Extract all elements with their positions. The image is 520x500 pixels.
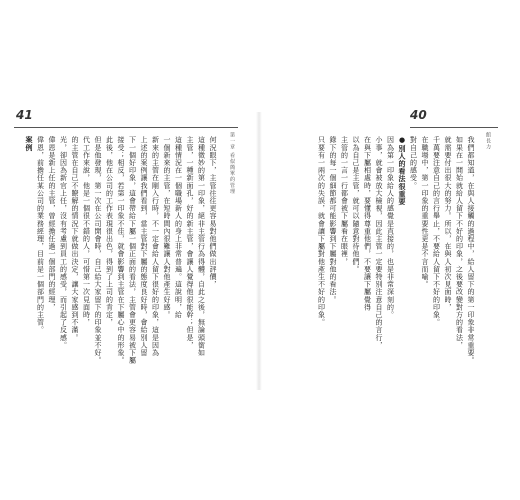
text-line: 這種微妙的第一印象，絕非主管行為得體，自此之後，無論頭銜如: [197, 136, 206, 357]
text-line: 新來的主管在剛入行時，不一定會給人留下很好的印象，這是因為: [151, 136, 160, 357]
running-header: 館長力: [485, 132, 491, 150]
header-rule: [410, 127, 498, 128]
text-line: 下一個好印象，這會帶給下屬一個正面的看法，主管會更容易被下屬: [128, 136, 137, 364]
book-gutter: [256, 112, 262, 390]
text-line: 此後，他在公司的工作表現很出色，得到了上司的肯定，: [105, 136, 114, 326]
page-number: 40: [410, 108, 427, 122]
page-body: [22, 136, 218, 384]
running-header: 第一章 看似簡單的管理: [229, 132, 235, 195]
text-line: 偉恩是新上任的主管，曾經擔任過一個部門的經理，: [48, 136, 56, 311]
text-line: 就需要付出很大的努力。所以，在與人初次見面時，: [444, 136, 452, 311]
text-line: 何況眼下，主管往往更容易對他們做出評價，: [209, 136, 217, 288]
text-line: 小事，就會被放大檢視，因此主管一定要特別注意自己的言行，: [375, 136, 383, 349]
text-line: 的主管在自己不瞭解的情況下就做出決定，讓大家感到不滿。: [71, 136, 79, 342]
text-line: 千萬要注意自己的言行舉止，不要給人留下不好的印象。: [432, 136, 441, 326]
right-page: [264, 108, 508, 390]
text-line: 因為第一印象給人的感覺是直接的，也是非常深刻的。: [386, 136, 395, 319]
text-line: 主管的一言一行都會被下屬看在眼裡，: [340, 136, 349, 266]
text-line: 在職場中，第一印象的重要性更是不言而喻。: [421, 136, 429, 288]
text-line: 如果在一開始就給人留下不好的印象，之後要改變對方的看法，: [455, 136, 464, 349]
text-line: 以為自己是主管，就可以隨意對待他們。: [352, 136, 360, 273]
text-line: 對自己的感受。: [409, 136, 418, 190]
text-line: 光，卻因為新官上任，沒有考慮到員工的感受，而引起了反感。: [59, 136, 68, 349]
text-line: 一個新來的主管，在短時間內很難讓人對他產生好感。: [163, 136, 171, 319]
text-line: 在與下屬相處時，要懂得尊重他們，不要讓下屬覺得: [363, 136, 372, 311]
text-line: 上述的案例讓我們看到，當主管對下屬的態度良好時，會給別人留: [140, 136, 148, 357]
text-line: 這種情況在一個職場新人的身上非常普遍。這說明，給: [174, 136, 183, 319]
text-line: 只要有一兩次的失誤，就會讓下屬對他產生不好的印象。: [317, 136, 326, 326]
page-body: [272, 136, 476, 384]
text-line: 我們都知道，在與人接觸的過程中，給人留下的第一印象非常重要。: [467, 136, 475, 364]
header-rule: [14, 127, 238, 128]
page-number: 41: [16, 108, 33, 122]
text-line: 錄下的每一個細節都可能影響到下屬對他的看法。: [329, 136, 337, 304]
text-line: 偉恩，前擔任某公司的業務經理，目前是一個部門的主管。: [36, 136, 45, 334]
text-line: 但是他發現，第一次在公司開會時，自己給大家留下的印象並不好。: [94, 136, 102, 364]
text-line: 接受；相反，若第一印象不佳，就會影響到主管在下屬心中的形象。: [117, 136, 125, 364]
book-spread: [10, 108, 508, 390]
text-line: 主管，一種新面孔，好的新主管，會讓人覺得他很能幹；但是，: [186, 136, 194, 349]
text-line: 代工作來說，他是一個很不錯的人，可惜第一次見面時，: [82, 136, 91, 326]
section-heading: ●別人的看法很重要: [398, 136, 406, 206]
left-page: [10, 108, 254, 390]
section-heading: 案例: [25, 136, 33, 152]
